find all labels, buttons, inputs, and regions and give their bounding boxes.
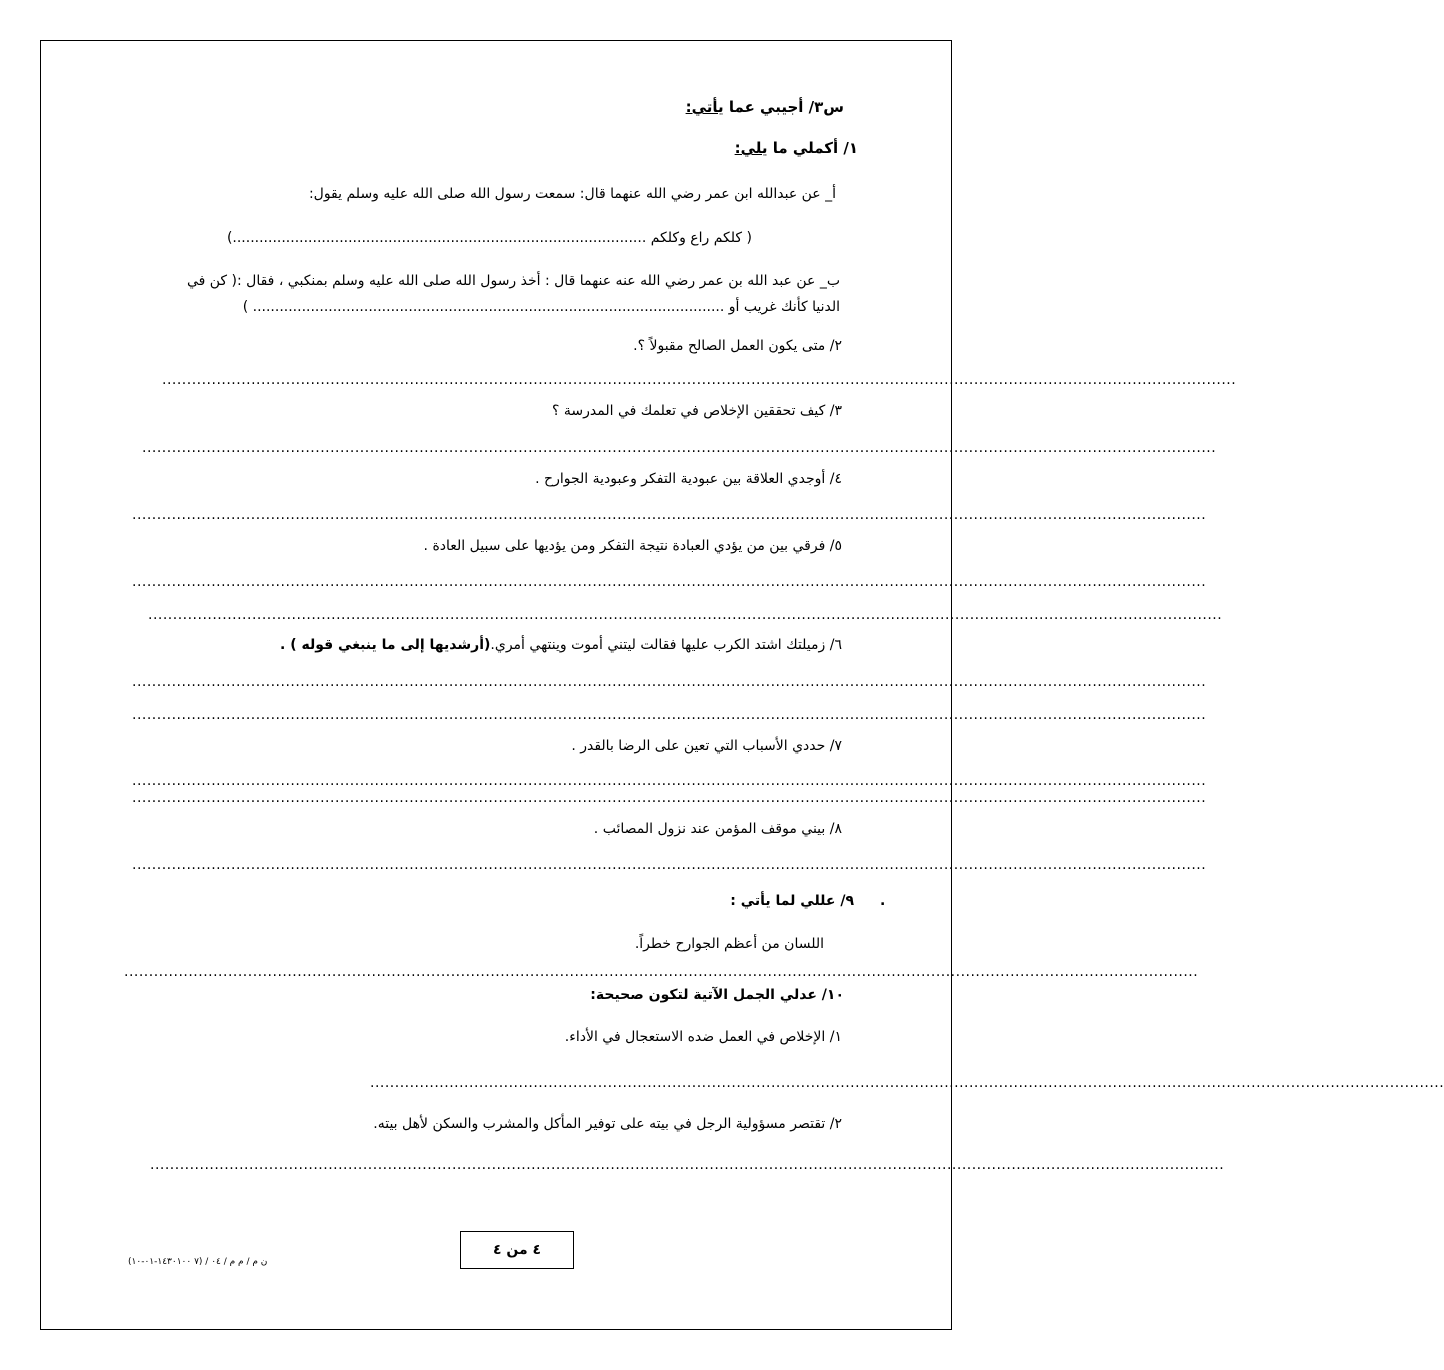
page-number: ٤ من ٤ [492, 1242, 542, 1258]
q2-text: ٢/ متى يكون العمل الصالح مقبولاً ؟. [633, 338, 842, 354]
q9-label: ٩/ عللي لما يأتي : [730, 893, 854, 909]
q9-item: اللسان من أعظم الجوارح خطراً. [634, 936, 824, 952]
section-heading [686, 98, 844, 116]
form-code: ن م / م م / ٠٤ / (٧ ١٤٣٠١٠٠-٠١-١٠) [128, 1257, 268, 1267]
q1a-line1: أ_ عن عبدالله ابن عمر رضي الله عنهما قال: سمعت رسول الله صلى الله عليه وسلم يقول: [308, 186, 836, 202]
q10-label: ١٠/ عدلي الجمل الآتية لتكون صحيحة: [590, 987, 844, 1003]
q1a-line2: ( كلكم راع وكلكم .............................................................................................) [226, 230, 752, 246]
q8-text: ٨/ بيني موقف المؤمن عند نزول المصائب . [593, 821, 842, 837]
q10-item1: ١/ الإخلاص في العمل ضده الاستعجال في الأداء. [564, 1029, 842, 1045]
q2-answer-line[interactable]: ......................................................................................................................................................................................................................... [162, 372, 1237, 388]
q1-underlined: يلي: [734, 139, 768, 157]
q6-bold: (أرشديها إلى ما ينبغي قوله ) . [280, 637, 491, 653]
q6-text: ٦/ زميلتك اشتد الكرب عليها فقالت ليتني أموت وينتهي أمري. [490, 637, 842, 653]
q1b-line2: الدنيا كأنك غريب أو .......................................................................................................... ) [242, 299, 840, 315]
q5-answer-line-2[interactable]: ......................................................................................................................................................................................................................... [148, 607, 1223, 623]
heading-prefix: س٣/ أجيبي عما [723, 98, 844, 116]
q8-answer-line[interactable]: ......................................................................................................................................................................................................................... [132, 857, 1207, 873]
q4-answer-line[interactable]: ......................................................................................................................................................................................................................... [132, 507, 1207, 523]
q5-answer-line-1[interactable]: ......................................................................................................................................................................................................................... [132, 574, 1207, 590]
q7-text: ٧/ حددي الأسباب التي تعين على الرضا بالقدر . [571, 738, 842, 754]
stray-dot: . [880, 893, 886, 909]
q3-text: ٣/ كيف تحققين الإخلاص في تعلمك في المدرسة ؟ [552, 403, 842, 419]
q7-answer-line-1[interactable]: ......................................................................................................................................................................................................................... [132, 773, 1207, 789]
q9-answer-line[interactable]: ......................................................................................................................................................................................................................... [124, 964, 1199, 980]
heading-underlined: يأتي: [685, 98, 724, 116]
q10-item2: ٢/ تقتصر مسؤولية الرجل في بيته على توفير المأكل والمشرب والسكن لأهل بيته. [373, 1116, 842, 1132]
q3-answer-line[interactable]: ......................................................................................................................................................................................................................... [142, 440, 1217, 456]
q10-item1-answer-line[interactable]: ......................................................................................................................................................................................................................... [370, 1075, 1444, 1091]
q1-label [735, 139, 858, 157]
q1-prefix: ١/ أكملي ما [767, 139, 858, 157]
q7-answer-line-2[interactable]: ......................................................................................................................................................................................................................... [132, 790, 1207, 806]
q10-item2-answer-line[interactable]: ......................................................................................................................................................................................................................... [150, 1157, 1225, 1173]
q1b-line1: ب_ عن عبد الله بن عمر رضي الله عنه عنهما قال : أخذ رسول الله صلى الله عليه وسلم بمنكبي ، فقال :( كن في [186, 273, 840, 289]
q6-line [280, 636, 842, 654]
q4-text: ٤/ أوجدي العلاقة بين عبودية التفكر وعبودية الجوارح . [535, 471, 842, 487]
q6-answer-line-1[interactable]: ......................................................................................................................................................................................................................... [132, 674, 1207, 690]
q5-text: ٥/ فرقي بين من يؤدي العبادة نتيجة التفكر ومن يؤديها على سبيل العادة . [423, 538, 842, 554]
q6-answer-line-2[interactable]: ......................................................................................................................................................................................................................... [132, 707, 1207, 723]
page-number-box [460, 1231, 574, 1269]
